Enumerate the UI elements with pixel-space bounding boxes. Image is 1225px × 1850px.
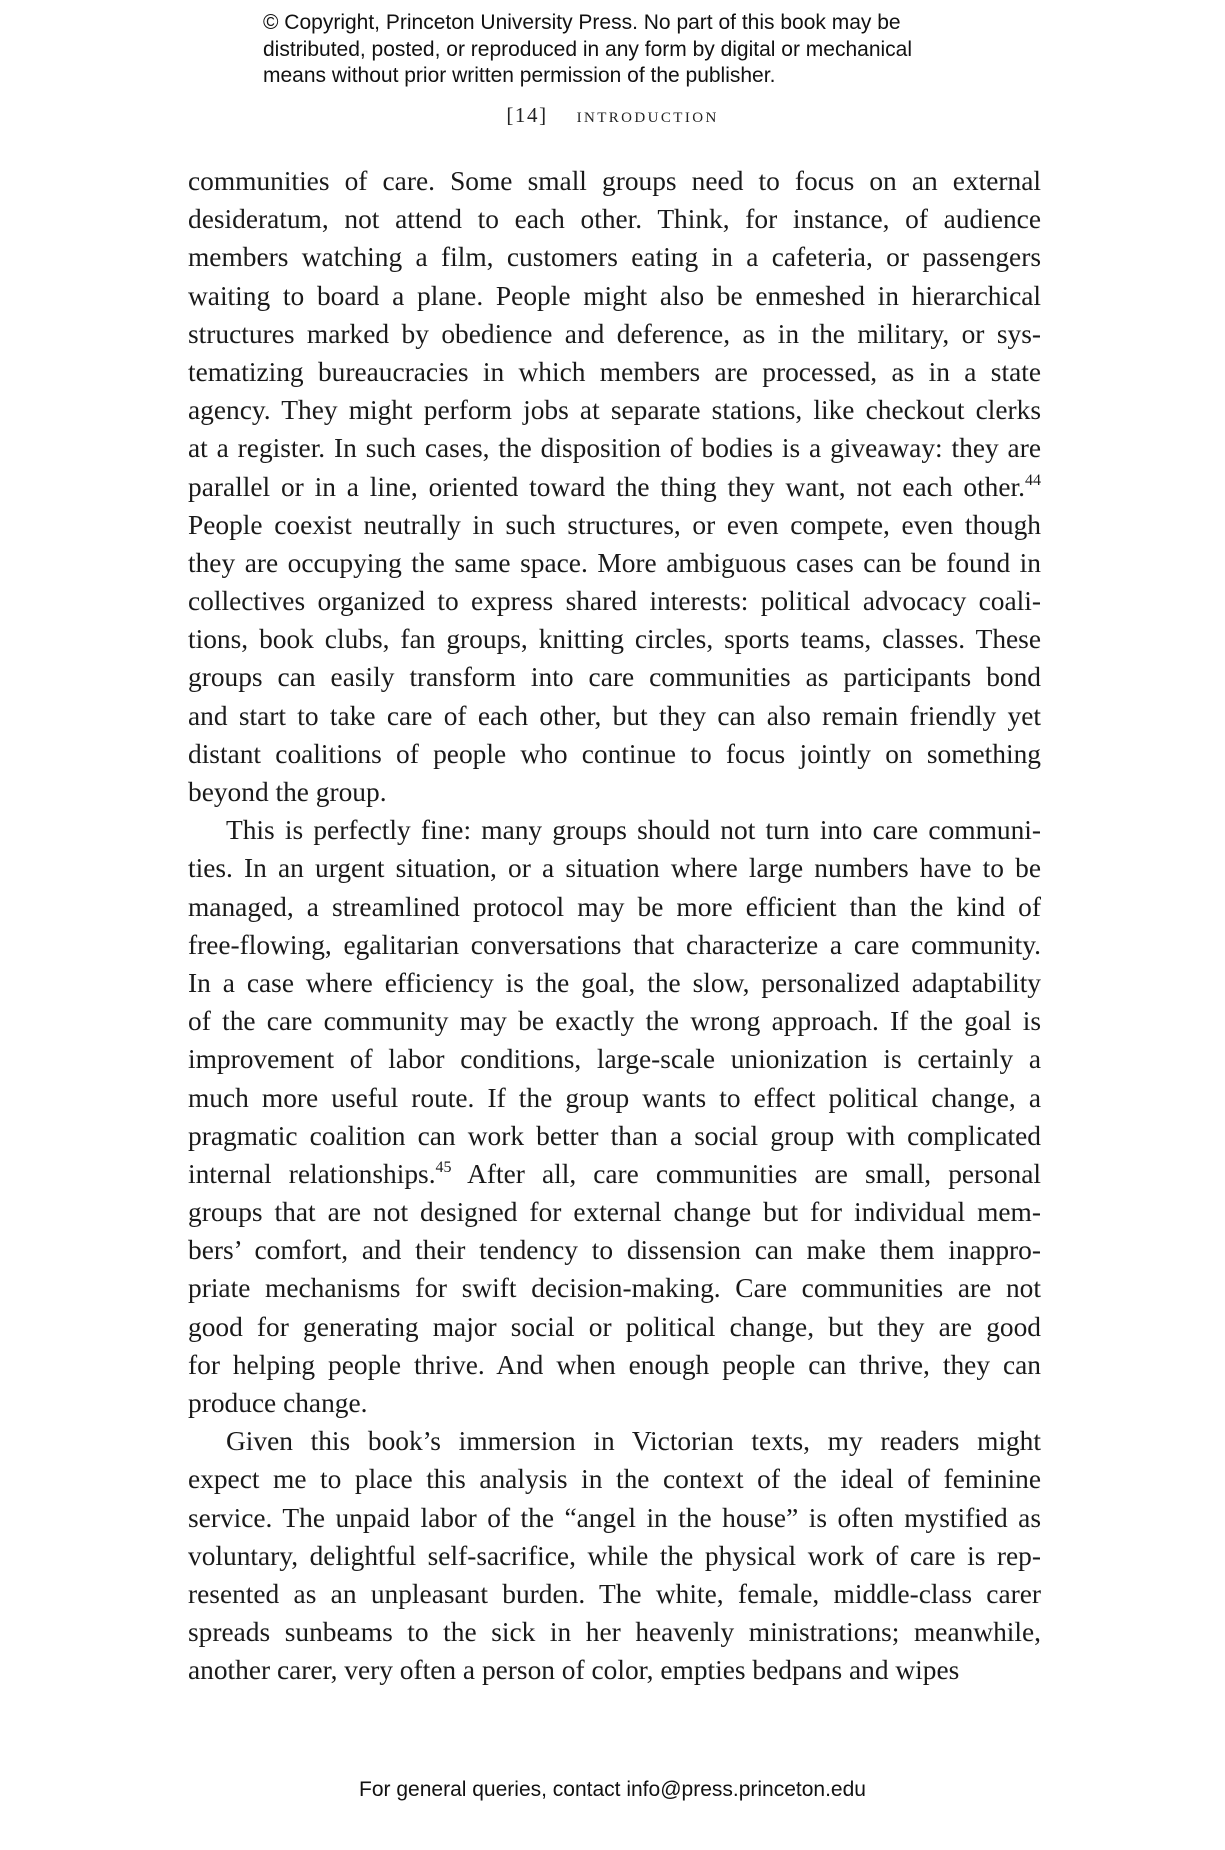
text-line [188, 1499, 1041, 1537]
line-text: another carer, very often a person of color, empties bedpans and wipes [188, 1655, 960, 1686]
line-text: members watching a film, customers eating in a cafeteria, or passengers [188, 242, 1041, 273]
body-text [188, 162, 1041, 1690]
text-line [188, 1269, 1041, 1307]
section-title: introduction [576, 103, 719, 127]
line-text: priate mechanisms for swift decision-making. Care communities are not [188, 1273, 1041, 1304]
text-line [188, 353, 1041, 391]
line-text: beyond the group. [188, 777, 387, 807]
footnote-reference[interactable]: 44 [1025, 471, 1041, 489]
text-line [188, 544, 1041, 582]
line-text: People coexist neutrally in such structures, or even compete, even though [188, 509, 1041, 540]
text-line [188, 658, 1041, 696]
text-line [188, 620, 1041, 658]
running-head [0, 103, 1225, 128]
line-text: free-flowing, egalitarian conversations that characterize a care community. [188, 929, 1041, 960]
line-text: tions, book clubs, fan groups, knitting circles, sports teams, classes. These [188, 624, 1041, 655]
text-line [188, 1651, 1041, 1689]
line-text: parallel or in a line, oriented toward the thing they want, not each other. [188, 471, 1025, 502]
line-text: In a case where efficiency is the goal, the slow, personalized adaptability [188, 967, 1041, 998]
line-text: waiting to board a plane. People might also be enmeshed in hierarchical [188, 280, 1041, 311]
line-text: they are occupying the same space. More ambiguous cases can be found in [188, 547, 1041, 578]
text-line [188, 506, 1041, 544]
line-text: and start to take care of each other, but they can also remain friendly yet [188, 700, 1041, 731]
line-text: produce change. [188, 1388, 368, 1418]
text-line [188, 1193, 1041, 1231]
line-text: at a register. In such cases, the disposition of bodies is a giveaway: they are [188, 433, 1041, 464]
text-line [188, 773, 1041, 811]
line-text: managed, a streamlined protocol may be more efficient than the kind of [188, 891, 1041, 922]
text-line [188, 1346, 1041, 1384]
line-text: much more useful route. If the group wants to effect political change, a [188, 1082, 1041, 1113]
line-text: of the care community may be exactly the wrong approach. If the goal is [188, 1006, 1041, 1037]
text-line [188, 1079, 1041, 1117]
line-text: pragmatic coalition can work better than a social group with complicated [188, 1120, 1041, 1151]
line-text: resented as an unpleasant burden. The white, female, middle-class carer [188, 1578, 1041, 1609]
line-text: ties. In an urgent situation, or a situation where large numbers have to be [188, 853, 1041, 884]
line-text: agency. They might perform jobs at separate stations, like checkout clerks [188, 395, 1041, 426]
text-line [188, 1117, 1041, 1155]
text-line [188, 1613, 1041, 1651]
line-text: collectives organized to express shared interests: political advocacy coali- [188, 586, 1041, 617]
copyright-line: means without prior written permission of the publisher. [263, 64, 776, 87]
text-line [188, 1537, 1041, 1575]
text-line [188, 468, 1041, 506]
line-text: voluntary, delightful self-sacrifice, while the physical work of care is rep- [188, 1540, 1041, 1571]
line-text: groups can easily transform into care communities as participants bond [188, 662, 1041, 693]
footnote-reference[interactable]: 45 [435, 1158, 452, 1176]
text-line [188, 277, 1041, 315]
line-text: service. The unpaid labor of the “angel in the house” is often mystified as [188, 1502, 1041, 1533]
text-line [188, 238, 1041, 276]
text-line [188, 1155, 1041, 1193]
line-text: for helping people thrive. And when enough people can thrive, they can [188, 1349, 1041, 1380]
line-text: internal relationships. [188, 1158, 436, 1189]
line-text: structures marked by obedience and deference, as in the military, or sys- [188, 318, 1041, 349]
line-text: improvement of labor conditions, large-scale unionization is certainly a [188, 1044, 1041, 1075]
line-text: distant coalitions of people who continue to focus jointly on something [188, 738, 1041, 769]
line-text: tematizing bureaucracies in which members are processed, as in a state [188, 356, 1041, 387]
line-text: Given this book’s immersion in Victorian texts, my readers might [226, 1426, 1041, 1457]
line-text: expect me to place this analysis in the context of the ideal of feminine [188, 1464, 1041, 1495]
line-text: good for generating major social or political change, but they are good [188, 1311, 1041, 1342]
text-line [188, 1002, 1041, 1040]
line-text: groups that are not designed for external change but for individual mem- [188, 1197, 1041, 1228]
text-line [188, 1231, 1041, 1269]
line-text: desideratum, not attend to each other. Think, for instance, of audience [188, 204, 1041, 235]
text-line [188, 429, 1041, 467]
text-line [188, 1422, 1041, 1460]
line-text: bers’ comfort, and their tendency to dissension can make them inappro- [188, 1235, 1041, 1266]
contact-footer: For general queries, contact info@press.princeton.edu [359, 1778, 866, 1801]
text-line [188, 391, 1041, 429]
copyright-line: © Copyright, Princeton University Press. No part of this book may be [263, 11, 901, 34]
text-line [188, 1384, 1041, 1422]
line-text: spreads sunbeams to the sick in her heavenly ministrations; meanwhile, [188, 1617, 1041, 1648]
copyright-notice [263, 10, 963, 90]
text-line [188, 582, 1041, 620]
text-line [188, 888, 1041, 926]
line-text-continued: After all, care communities are small, personal [451, 1158, 1041, 1189]
text-line [188, 735, 1041, 773]
text-line [188, 964, 1041, 1002]
copyright-line: distributed, posted, or reproduced in any form by digital or mechanical [263, 37, 913, 61]
text-line [188, 811, 1041, 849]
text-line [188, 926, 1041, 964]
text-line [188, 1575, 1041, 1613]
text-line [188, 697, 1041, 735]
page-number: [14] [506, 103, 548, 127]
text-line [188, 200, 1041, 238]
line-text: communities of care. Some small groups need to focus on an external [188, 166, 1041, 196]
text-line [188, 1308, 1041, 1346]
text-line [188, 849, 1041, 887]
line-text: This is perfectly fine: many groups should not turn into care communi- [226, 815, 1041, 846]
text-line [188, 315, 1041, 353]
text-line [188, 162, 1041, 200]
text-line [188, 1460, 1041, 1498]
text-line [188, 1040, 1041, 1078]
